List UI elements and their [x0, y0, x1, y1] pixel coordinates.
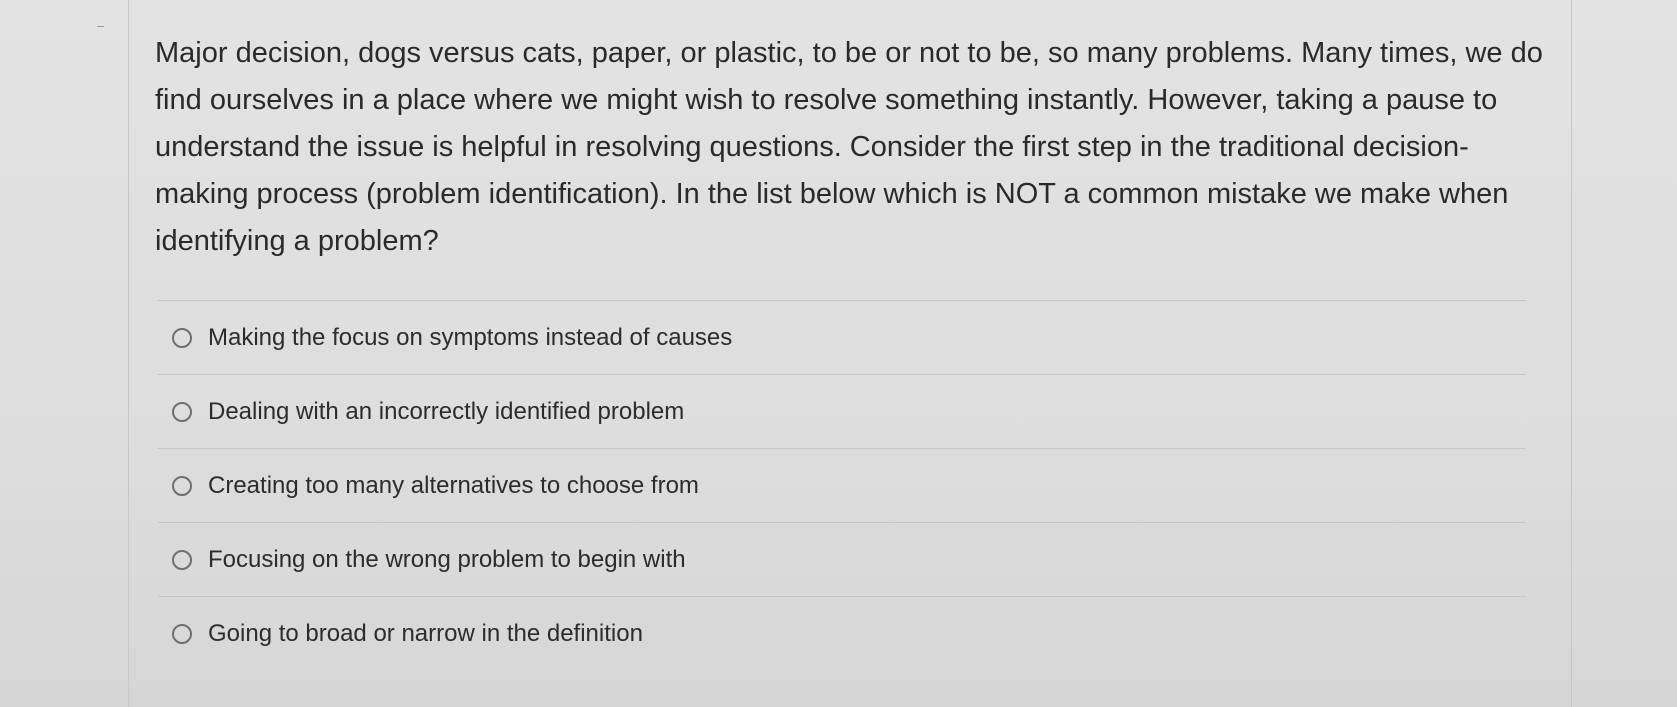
answer-label[interactable]: Dealing with an incorrectly identified problem: [208, 397, 685, 425]
radio-button[interactable]: [172, 402, 192, 422]
answer-label[interactable]: Going to broad or narrow in the definition: [208, 619, 643, 647]
answer-option-1[interactable]: [158, 301, 1528, 374]
answer-option-4[interactable]: [158, 523, 1528, 596]
radio-button[interactable]: [172, 328, 192, 348]
corner-mark: [97, 26, 104, 27]
answer-label[interactable]: Focusing on the wrong problem to begin with: [208, 545, 686, 573]
radio-button[interactable]: [172, 624, 192, 644]
answer-option-2[interactable]: [158, 375, 1528, 448]
radio-button[interactable]: [172, 476, 192, 496]
answer-option-5[interactable]: [158, 597, 1528, 670]
question-text: Major decision, dogs versus cats, paper, or plastic, to be or not to be, so many problems. Many times, we do find ourselves in a place where we might wish to resolve something instantly. However, taking a pause to understand the issue is helpful in resolving questions. Consider the first step in the traditional decision-making process (problem identification). In the list below which is NOT a common mistake we make when identifying a problem?: [155, 37, 1543, 257]
answer-option-3[interactable]: [158, 449, 1528, 522]
answer-label[interactable]: Creating too many alternatives to choose from: [208, 471, 699, 499]
radio-button[interactable]: [172, 550, 192, 570]
answer-label[interactable]: Making the focus on symptoms instead of causes: [208, 323, 733, 351]
answer-list: [158, 300, 1528, 670]
